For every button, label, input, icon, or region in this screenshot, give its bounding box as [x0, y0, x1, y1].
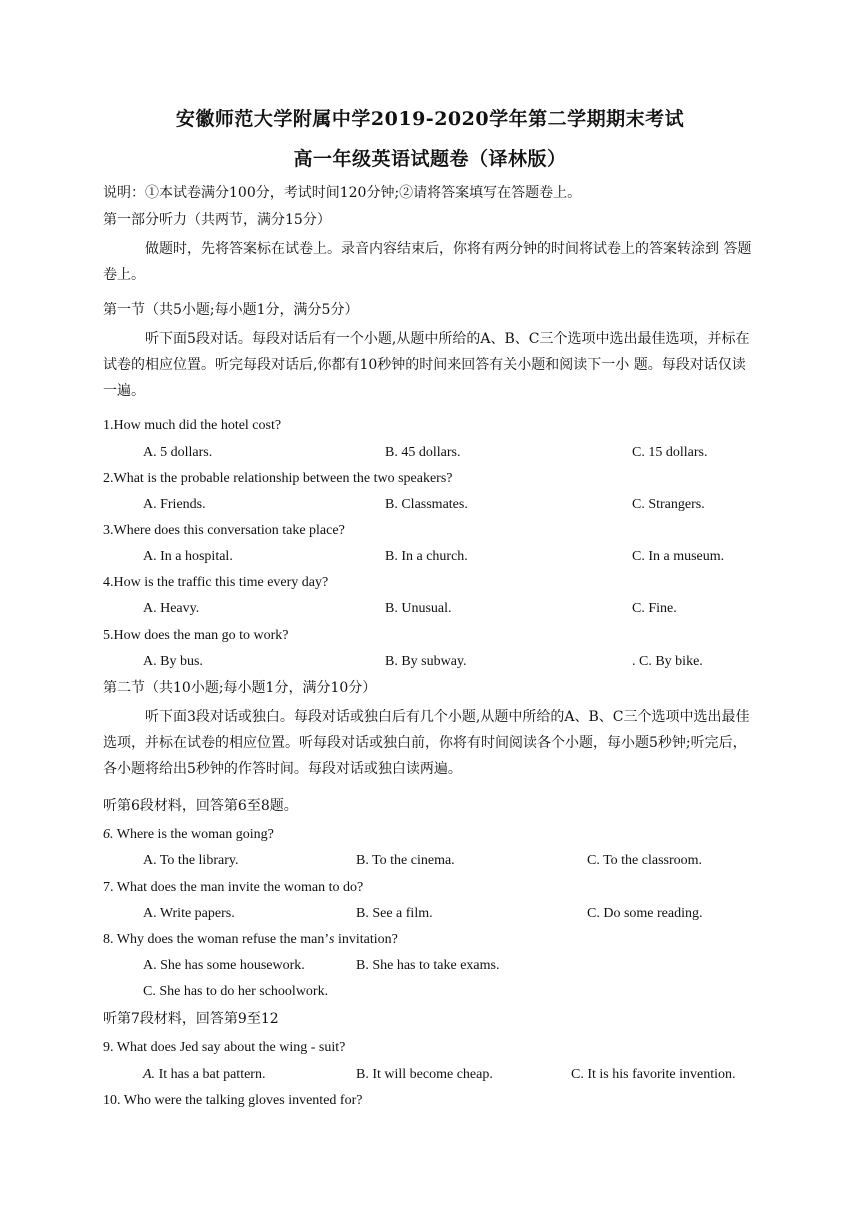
- question-text: Where does this conversation take place?: [113, 523, 345, 538]
- q8-option-a: A. She has some housework.: [143, 958, 305, 973]
- question-text: Why does the woman refuse the man’: [116, 932, 330, 947]
- q7-option-b: B. See a film.: [356, 906, 433, 921]
- q3-option-a: A. In a hospital.: [143, 549, 233, 564]
- q6-option-b: B. To the cinema.: [356, 853, 455, 868]
- q2-option-a: A. Friends.: [143, 497, 206, 512]
- section2-description: [103, 704, 758, 782]
- question-number: 7.: [103, 880, 114, 895]
- question-number: 6.: [103, 827, 114, 842]
- question-number: 8.: [103, 932, 114, 947]
- question-8: [103, 930, 398, 950]
- question-number: 2.: [103, 471, 114, 486]
- question-text: What does Jed say about the wing - suit?: [116, 1040, 346, 1055]
- q4-option-a: A. Heavy.: [143, 601, 200, 616]
- material-7-instruction: 听第7段材料，回答第9至12: [103, 1011, 279, 1027]
- q1-option-b: B. 45 dollars.: [385, 445, 461, 460]
- question-number: 4.: [103, 575, 114, 590]
- exam-subtitle: 高一年级英语试题卷（译林版）: [293, 148, 567, 170]
- material-6-instruction: 听第6段材料，回答第6至8题。: [103, 798, 298, 814]
- q6-option-a: A. To the library.: [143, 853, 239, 868]
- question-text: How is the traffic this time every day?: [113, 575, 329, 590]
- question-text: What is the probable relationship between the two speakers?: [113, 471, 453, 486]
- exam-note: 说明：①本试卷满分100分，考试时间120分钟;②请将答案填写在答题卷上。: [103, 185, 582, 201]
- q9-option-a: [143, 1065, 265, 1085]
- q8-option-b: B. She has to take exams.: [356, 958, 500, 973]
- question-number: 1.: [103, 418, 114, 433]
- question-text: How much did the hotel cost?: [113, 418, 282, 433]
- q9-option-c: C. It is his favorite invention.: [571, 1067, 736, 1082]
- q9-option-b: B. It will become cheap.: [356, 1067, 493, 1082]
- q2-option-c: C. Strangers.: [632, 497, 705, 512]
- section2-header: 第二节（共10小题;每小题1分，满分10分）: [103, 680, 377, 696]
- exam-title: 安徽师范大学附属中学2019-2020学年第二学期期末考试: [175, 108, 685, 130]
- q1-option-c: C. 15 dollars.: [632, 445, 708, 460]
- q5-option-c: . C. By bike.: [632, 654, 703, 669]
- q7-option-c: C. Do some reading.: [587, 906, 703, 921]
- question-text: What does the man invite the woman to do?: [116, 880, 364, 895]
- question-text-italic: s: [329, 932, 335, 947]
- q4-option-b: B. Unusual.: [385, 601, 452, 616]
- question-4: [103, 573, 328, 593]
- question-3: [103, 521, 345, 541]
- section1-description: [103, 326, 758, 404]
- section1-header: 第一节（共5小题;每小题1分，满分5分）: [103, 302, 359, 318]
- question-text-end: invitation?: [334, 932, 398, 947]
- q5-option-b: B. By subway.: [385, 654, 467, 669]
- question-number: 5.: [103, 628, 114, 643]
- question-7: [103, 878, 363, 898]
- part1-description-text: 做题时，先将答案标在试卷上。录音内容结束后，你将有两分钟的时间将试卷上的答案转涂到 答题卷上。: [103, 241, 752, 283]
- q8-option-c: C. She has to do her schoolwork.: [143, 984, 329, 999]
- question-5: [103, 626, 288, 646]
- q3-option-c: C. In a museum.: [632, 549, 725, 564]
- question-2: [103, 469, 453, 489]
- question-number: 9.: [103, 1040, 114, 1055]
- option-letter: A.: [143, 1067, 156, 1082]
- option-text: It has a bat pattern.: [155, 1067, 266, 1082]
- question-text: Where is the woman going?: [116, 827, 274, 842]
- q2-option-b: B. Classmates.: [385, 497, 468, 512]
- q3-option-b: B. In a church.: [385, 549, 468, 564]
- question-text: Who were the talking gloves invented for?: [123, 1093, 363, 1108]
- q6-option-c: C. To the classroom.: [587, 853, 703, 868]
- question-number: 3.: [103, 523, 114, 538]
- part1-description: [103, 236, 758, 288]
- q1-option-a: A. 5 dollars.: [143, 445, 213, 460]
- section2-description-text: 听下面3段对话或独白。每段对话或独白后有几个小题,从题中所给的A、B、C三个选项中选出最佳选项，并标在试卷的相应位置。听每段对话或独白前，你将有时间阅读各个小题，每小题5秒钟;听完后，各小题将给出5秒钟的作答时间。每段对话或独白读两遍。: [103, 709, 750, 777]
- question-text: How does the man go to work?: [113, 628, 289, 643]
- question-6: [103, 825, 274, 845]
- q4-option-c: C. Fine.: [632, 601, 677, 616]
- part1-header: 第一部分听力（共两节，满分15分）: [103, 212, 331, 228]
- question-10: [103, 1091, 362, 1111]
- question-1: [103, 416, 281, 436]
- question-9: [103, 1038, 345, 1058]
- section1-description-text: 听下面5段对话。每段对话后有一个小题,从题中所给的A、B、C三个选项中选出最佳选项，并标在试卷的相应位置。听完每段对话后,你都有10秒钟的时间来回答有关小题和阅读下一小 题。每段对话仅读一遍。: [103, 331, 750, 399]
- q7-option-a: A. Write papers.: [143, 906, 235, 921]
- question-number: 10.: [103, 1093, 121, 1108]
- q5-option-a: A. By bus.: [143, 654, 203, 669]
